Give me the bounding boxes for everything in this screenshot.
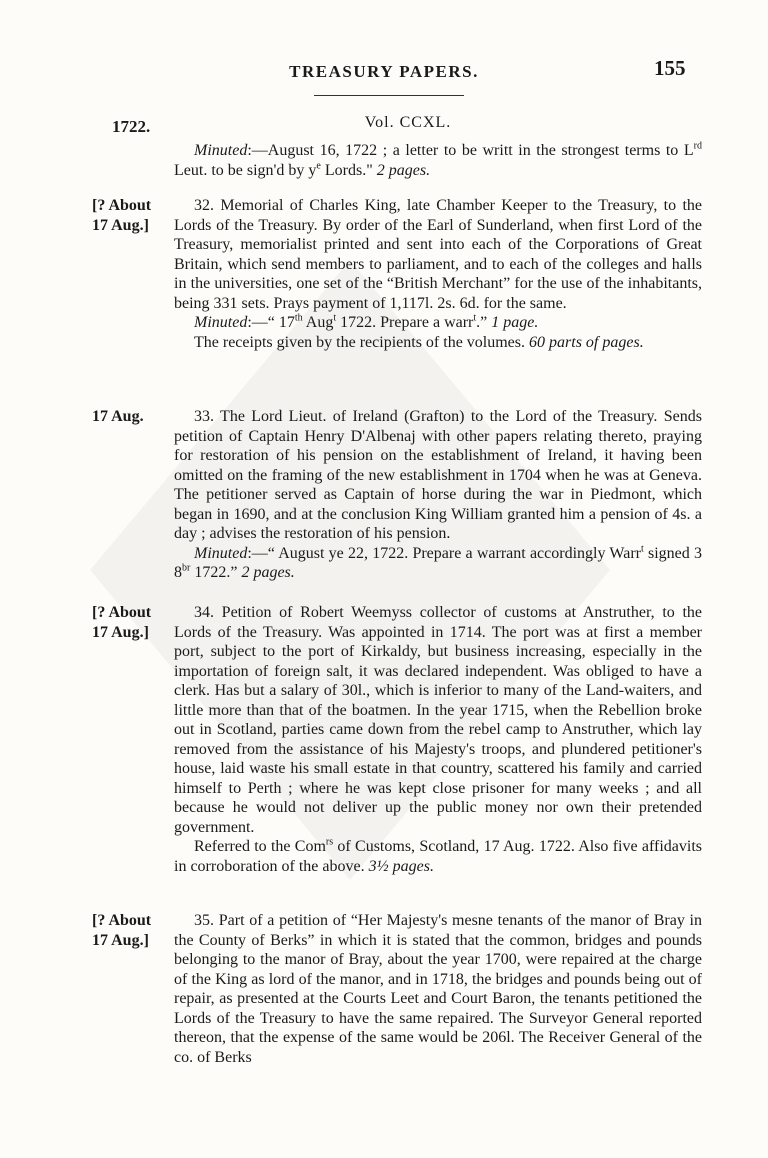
entry-minute: Minuted:—“ August ye 22, 1722. Prepare a warrant accordingly Warr$^t$ signed 3 $8^{br}$ 1722.” 2 pages. — [174, 543, 703, 581]
entry-text: 34. Petition of Robert Weemyss collector of customs at Anstruther, to the Lords of the Treasury. Was appointed in 1714. The port was at first a member port, subject to the port of Kirkaldy, but business increasing, especially in the importation of foreign salt, it was declared independent. Was obliged to have a clerk. Has but a salary of 30l., which is inferior to many of the Land-waiters, and little more than that of the boatmen. In the year 1715, when the Rebellion broke out in Scotland, parties came down from the rebel camp to Anstruther, which lay removed from the assistance of his Majesty's troops, and plundered petitioner's house, laid waste his small estate in that country, scattered his family and carried himself to Perth ; where he was kept close prisoner for many weeks ; and all because he would not deliver up the public money nor own their pretended government. — [174, 604, 702, 836]
entry-33 — [92, 407, 702, 583]
page-number: 155 — [654, 56, 686, 80]
entry-text: 32. Memorial of Charles King, late Chamber Keeper to the Treasury, to the Lords of the Treasury. By order of the Earl of Sunderland, when first Lord of the Treasury, memorialist printed and sent into each of the Corporations of Great Britain, which send members to parliament, and to each of the colleges and halls in the universities, one set of the “British Merchant” for the use of the inhabitants, being 331 sets. Prays payment of 1,117l. 2s. 6d. for the same. — [174, 197, 702, 312]
year-margin: 1722. — [112, 117, 151, 136]
entry-minute: Minuted:—“ 17th Aug$^t$ 1722. Prepare a warr$^t$.” 1 page. — [194, 312, 539, 331]
entry-34 — [92, 603, 702, 876]
entry-date: [? About 17 Aug.] — [92, 912, 152, 949]
entry-date: [? About 17 Aug.] — [92, 197, 152, 234]
intro-minute: Minuted:—August 16, 1722 ; a letter to be writt in the strongest terms to Lrd Leut. to be sign'd by $y^e$ Lords." 2 pages. — [174, 140, 702, 179]
entry-referral: Referred to the Com$^{rs}$ of Customs, Scotland, 17 Aug. 1722. Also five affidavits in corroboration of the above. 3½ pages. — [174, 836, 702, 875]
header-rule — [314, 95, 464, 96]
entry-35 — [92, 911, 702, 1067]
volume-heading: Vol. CCXL. — [364, 114, 452, 131]
running-header: TREASURY PAPERS. — [289, 62, 479, 81]
entry-date: [? About 17 Aug.] — [92, 604, 152, 641]
entry-text: 35. Part of a petition of “Her Majesty's mesne tenants of the manor of Bray in the County of Berks” in which it is stated that the common, bridges and pounds belonging to the manor of Bray, about the year 1700, were repaired at the charge of the King as lord of the manor, and in 1718, the bridges and pounds being out of repair, as presented at the Courts Leet and Court Baron, the tenants petitioned the Lords of the Treasury to have the same repaired. The Surveyor General reported thereon, that the expense of the same would be 206l. The Receiver General of the co. of Berks — [174, 912, 702, 1066]
entry-date: 17 Aug. — [92, 408, 144, 425]
entry-32 — [92, 196, 702, 352]
entry-extra: The receipts given by the recipients of the volumes. 60 parts of pages. — [194, 333, 644, 351]
intro-minute-entry — [92, 141, 702, 180]
entry-text: 33. The Lord Lieut. of Ireland (Grafton) to the Lord of the Treasury. Sends petition of Captain Henry D'Albenaj with other papers relating thereto, praying for restoration of his pension on the establishment of Ireland, it having been omitted on the framing of the new establishment in 1704 when he was at Geneva. The petitioner served as Captain of horse during the war in Piedmont, which began in 1690, and at the conclusion King William granted him a pension of 4s. a day ; advises the restoration of his pension. — [174, 408, 702, 542]
